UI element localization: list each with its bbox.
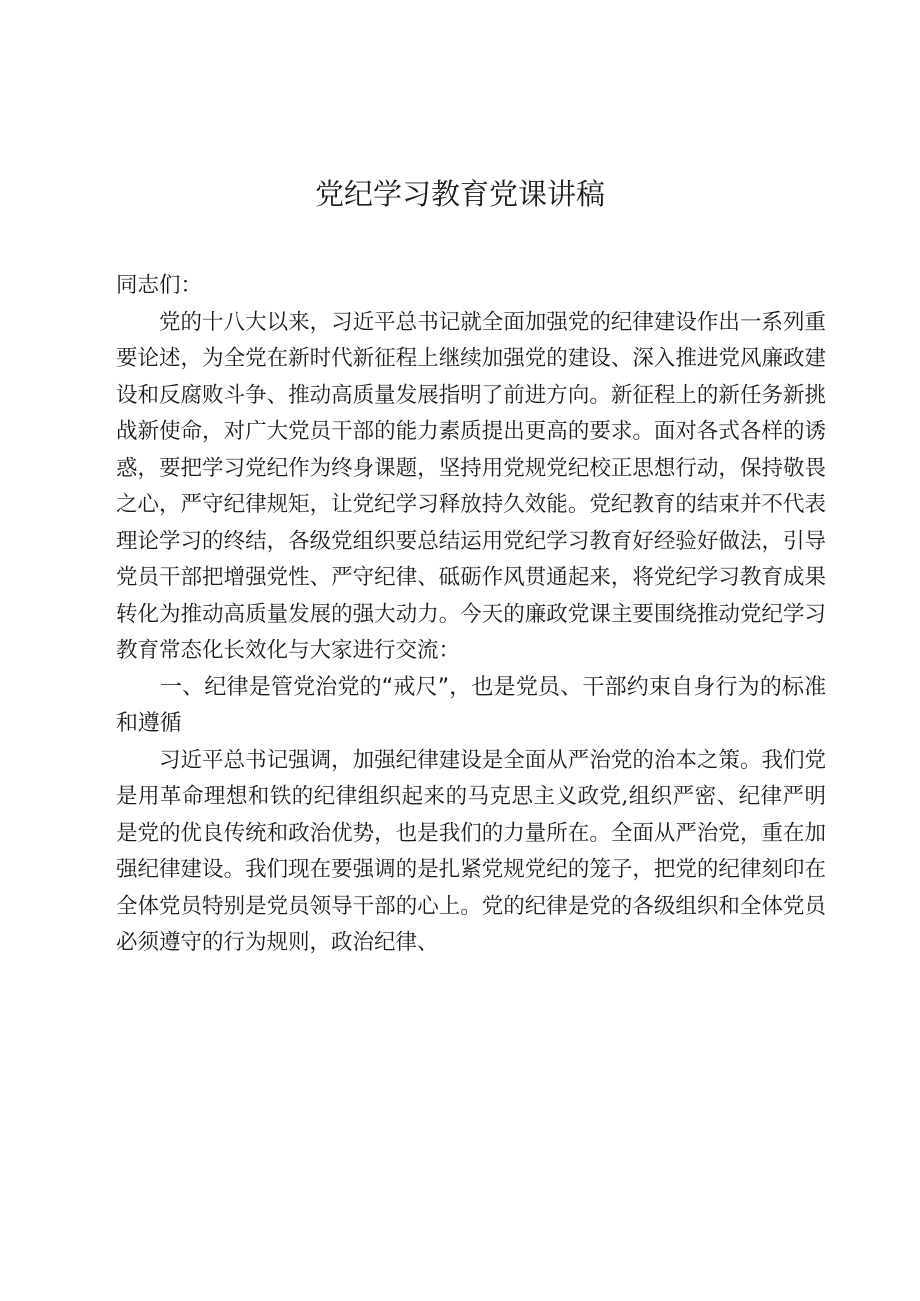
document-body [116, 268, 826, 962]
greeting: 同志们： [116, 273, 203, 298]
document-title: 党纪学习教育党课讲稿 [314, 177, 605, 211]
paragraph-intro: 党的十八大以来，习近平总书记就全面加强党的纪律建设作出一系列重要论述，为全党在新时代新征程上继续加强党的建设、深入推进党风廉政建设和反腐败斗争、推动高质量发展指明了前进方向。新征程上的新任务新挑战新使命，对广大党员干部的能力素质提出更高的要求。面对各式各样的诱惑，要把学习党纪作为终身课题，坚持用党规党纪校正思想行动，保持敬畏之心，严守纪律规矩，让党纪学习释放持久效能。党纪教育的结束并不代表理论学习的终结，各级党组织要总结运用党纪学习教育好经验好做法，引导党员干部把增强党性、严守纪律、砥砺作风贯通起来，将党纪学习教育成果转化为推动高质量发展的强大动力。今天的廉政党课主要围绕推动党纪学习教育常态化长效化与大家进行交流： [116, 309, 826, 663]
paragraph-section-1: 习近平总书记强调，加强纪律建设是全面从严治党的治本之策。我们党是用革命理想和铁的纪律组织起来的马克思主义政党,组织严密、纪律严明是党的优良传统和政治优势，也是我们的力量所在。全面从严治党，重在加强纪律建设。我们现在要强调的是扎紧党规党纪的笼子，把党的纪律刻印在全体党员特别是党员领导干部的心上。党的纪律是党的各级组织和全体党员必须遵守的行为规则，政治纪律、 [116, 747, 826, 955]
section-heading-1: 一、纪律是管党治党的“戒尺”，也是党员、干部约束自身行为的标准和遵循 [116, 674, 826, 736]
